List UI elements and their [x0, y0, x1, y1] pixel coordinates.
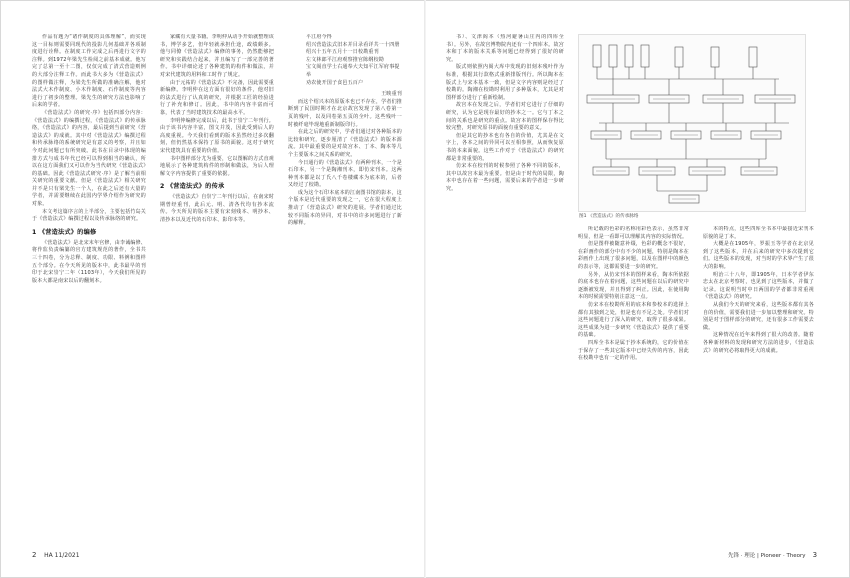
paragraph: 李明仲编修完成以后，此书于崇宁二年刊行。由于该书内容丰富，图文并茂，因此受到后人的高度重视。今天我们看到的版本虽然经过多次翻刻，但仍然基本保持了原书的面貌。这对于研究宋代建筑具有重要的价值。 — [160, 117, 274, 154]
paragraph: 仿宋本在校刊的时候参照了各种不同的版本，其中以故宫本最为重要。但是由于时代的局限，陶本中也存在着一些问题，需要后来的学者进一步研究。 — [446, 163, 564, 192]
colophon-signature: 王映重刊 — [381, 91, 402, 98]
section-heading: 2 《营造法式》的传承 — [160, 183, 225, 191]
journal-issue: HA 11/2021 — [44, 552, 80, 559]
left-column-1 — [32, 34, 146, 539]
paragraph: 成为这个石印本底本的江南图书馆的影本，这个版本是近代重要的发现之一，它在很大程度上推动了《营造法式》研究的进展。学者们通过比较不同版本的异同，对书中的许多问题进行了新的解释。 — [288, 189, 402, 227]
paragraph: 这种情况在近年来得到了很大的改善。随着各种新材料的发现和研究方法的进步，《营造法式》的研究必将取得更大的成就。 — [703, 332, 814, 354]
colophon-line: 绍兴营造法式旧本并目录看详共一十四册 — [306, 41, 400, 48]
right-column-3 — [703, 226, 814, 539]
paragraph: 版式则依照内阁大库中发现的旧刻本残叶作为标准，根据其行款格式重新排版刊行。所以陶本在版式上与宋本基本一致，但是文字内容则是经过了校勘的。陶湘在校勘时利用了多种版本，尤其是对图样部分进行了重新绘制。 — [446, 64, 564, 101]
section-label: 先锋 · 理论 | Pioneer · Theory — [728, 553, 806, 559]
paragraph: 《营造法式》自崇宁二年刊行以后，在南宋时期曾经重刊，此后元、明、清各代均有抄本流传。今天所见的版本主要有宋刻残本、明抄本、清抄本以及近代的石印本、影印本等。 — [160, 194, 274, 224]
page-number: 2 — [32, 551, 37, 559]
lineage-figure — [578, 34, 806, 212]
figure-caption: 图1 《营造法式》的传承脉络 — [579, 214, 639, 219]
paragraph: 明治三十八年，即1905年，日本学者伊东忠太在北京考察时，也见到了这些版本，并做了记录。这说明当时中日两国的学者都非常重视《营造法式》的研究。 — [703, 271, 814, 301]
paragraph: 故宫本在发现之后，学者们对它进行了仔细的研究，认为它是现存最好的抄本之一。它与丁本之间的关系也是研究的重点。故宫本的图样保存得比较完整，对研究原书的面貌有重要的意义。 — [446, 102, 564, 132]
lineage-diagram-image — [579, 35, 805, 211]
spine-gutter — [424, 0, 426, 578]
right-column-1 — [446, 34, 564, 539]
section-heading: 1 《营造法式》的编修 — [32, 228, 97, 236]
left-footer — [32, 551, 80, 559]
colophon-line: 劝农使开国子食邑五百户 — [306, 79, 364, 86]
paragraph: 书）、文津阁本（热河避暑山庄内的四库全书）。另外，在故宫博物院内还有一个四库本。故宫本和丁本的版本关系等问题已经得到了很好的研究。 — [446, 34, 564, 63]
paragraph: 《营造法式》是北宋末年官修，由李诫编修、将作监负责编纂的官方建筑规范的著作，全书共三十四卷，分为总释、制度、功限、料例和图样五个部分。在今天所见的版本中，此书最早的刊印于北宋崇宁二年（1103年），今天我们所见的版本大都是南宋以后的翻刻本。 — [32, 239, 146, 284]
paragraph: 四库全书本是属于抄本系统的，它的价值在于保存了一些其它版本中已经失传的内容，因此在校勘中也有一定的作用。 — [578, 339, 689, 362]
paragraph: 本文考这篇序言的上半部分，主要包括竹岛关于《营造法式》编撰过程以及传承脉络的研究。 — [32, 208, 146, 223]
colophon-line: 左文林郎平江府观察推官陈纲校勘 — [306, 56, 385, 63]
paragraph: 从我们今天的研究来看，这些版本都有其各自的价值，需要我们进一步加以整理和研究。特别是对于图样部分的研究，还有很多工作需要去做。 — [703, 301, 814, 331]
colophon-line: 平江府今得 — [306, 34, 333, 40]
paragraph: 《营造法式》的研究·序》包括四部分内容：《营造法式》的编撰过程，《营造法式》的传承脉络，《营造法式》的内容，最后提到当前研究《营造法式》的成就。其中对《营造法式》编撰过程和传承脉络的系统研究是有意义的考察，并且如今对此问题已有所突破。此书在目录中体现的编排方式与成书年代已经可以得到相当的确认，所以在这方面我们又可以作为当代研究《营造法式》的基础。因此《营造法式研究·序》是了解当前相关研究的重要文献。但是《营造法式》相关研究并不是只有梁先生一个人，在此之后还有大量的学者，并需要继续在此国内学界介绍作为研究的对象。 — [32, 109, 146, 208]
paragraph: 所记载的色彩的名称用彩色表示，虽然非常明显，但是一看即可以理解其内容的实际情况。 — [578, 226, 689, 240]
paragraph: 本的特点，这些四库全书本中最接近宋刊本原貌的是丁本。 — [703, 226, 814, 240]
paragraph: 大概是在1905年，罗振玉等学者在北京见到了这些版本，并在后来的研究中多次提到它们。这些版本的发现，对当时的学术界产生了很大的影响。 — [703, 241, 814, 270]
paragraph: 家藏有大量书籍。李明仲从动手开始就整理该书，博学多艺，但年轻就承担仕途，政绩颇多。他与同僚《营造法式》编修的事务，仍然能够把研究和实践结合起来，并且编写了一部完善的著作。书中详细论述了各种建筑的构件和做法，并对宋代建筑的用料和工时作了规定。 — [160, 34, 274, 78]
paragraph: 作品有题为“诸作制度的具体理解”，而实现这一目标则需要同现代的投影几何基础并各项制度进行诠释。在制度工作完成之后再进行文字的注释。到1972年梁先生检阅之前基本成就。他写完了总第一至十二图，仅仅完成了清式营造则例的大部分注释工作。而此书大多为《营造法式》的图样做注释，为梁先生所做的准确注解，他对法式大木作制度、小木作制度、石作制度等内容进行了初步的整理。梁先生的研究方法也影响了后来的学者。 — [32, 34, 146, 109]
paragraph: 今日通行的《营造法式》有两种刊本，一个是石印本，另一个是陶湘刊本，即仿宋刊本。这两种刊本都是以丁氏八千卷楼藏本为底本的，后者又经过了校勘。 — [288, 159, 402, 189]
right-column-2 — [578, 226, 689, 539]
paragraph: 另外，从仿宋刊本的图样来看，陶本所依据的底本也存在着问题，这些问题在以后的研究中逐渐被发现，并且得到了纠正。因此，在使用陶本的时候需要特别注意这一点。 — [578, 271, 689, 301]
paragraph: 在此之后的研究中，学者们通过对各种版本的比较和研究，逐步厘清了《营造法式》的版本源流。其中最重要的是对故宫本、丁本、陶本等几个主要版本之间关系的研究。 — [288, 129, 402, 158]
paragraph: 由于元祐的《营造法式》不完备，因此需要重新编修。李明仲在这方面有很好的条件，他对旧的法式进行了认真的研究，并根据工匠的经验进行了补充和修订。因此，书中的内容丰富而可靠，代表了当时建筑技术的最高水平。 — [160, 79, 274, 116]
page-number: 3 — [812, 551, 818, 559]
left-column-3 — [288, 34, 402, 539]
quoted-colophon — [288, 34, 402, 99]
colophon-line: 宝文阁直学士右通奉大夫知平江军府事提举 — [306, 64, 400, 78]
colophon-line: 绍兴十五年五月十一日校勘重刊 — [306, 49, 379, 56]
paragraph: 书中图样部分尤为重要，它以图解的方式直观地展示了各种建筑构件的形制和做法，为后人理解文字内容提供了重要的依据。 — [160, 155, 274, 177]
paragraph: 但是其它的抄本也有各自的价值，尤其是在文字上，各本之间的异同可以互相参照，从而恢复原书的本来面貌。这些工作对于《营造法式》的研究都是非常重要的。 — [446, 132, 564, 162]
paragraph: 而这个绍兴本的原版本也已不存在，学者们推断到了民国时期才在北京故宫发现了第八卷第一页的残叶，以及同卷第五页的全叶。这些残叶一时被纤毫毕现地重新制版印行。 — [288, 98, 402, 128]
left-column-2 — [160, 34, 274, 539]
paragraph: 仿宋本在校勘所用的底本和参校本的选择上都有其独到之处，但是也有不足之处。学者们对这些问题进行了深入的研究，取得了很多成果。这些成果为进一步研究《营造法式》提供了重要的基础。 — [578, 301, 689, 339]
paragraph: 但是图样被随意补缀，色彩的概念不很好，在彩画作的部分中有不少的问题，特别是陶本在彩画作上出现了很多问题，以及在图样中的颜色的表示等，这都需要进一步的研究。 — [578, 241, 689, 270]
right-footer — [728, 551, 817, 559]
